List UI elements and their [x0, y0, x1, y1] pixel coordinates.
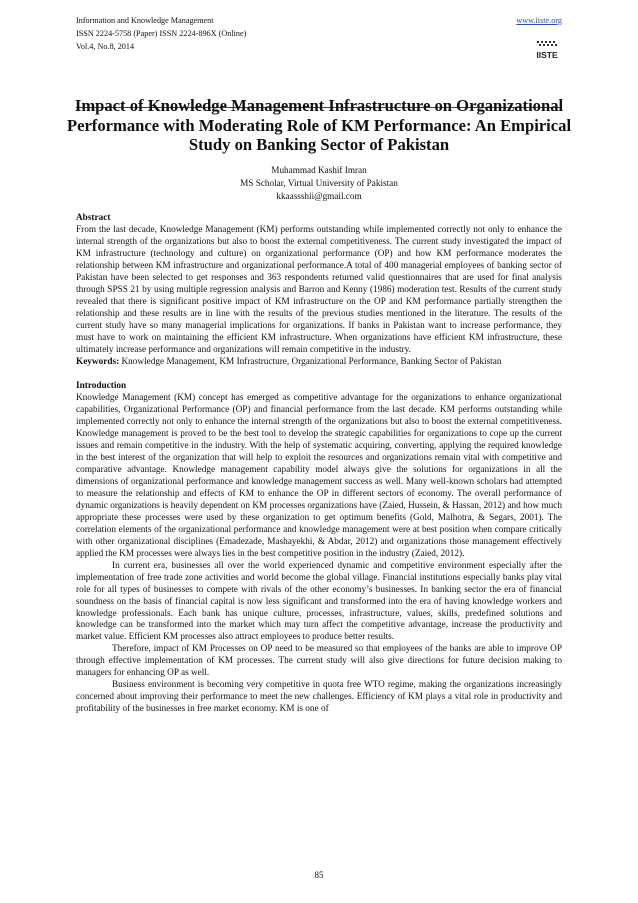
keywords-label: Keywords: [76, 356, 120, 367]
introduction-heading: Introduction [76, 380, 127, 391]
journal-name: Information and Knowledge Management [76, 16, 214, 25]
svg-text:IISTE: IISTE [536, 50, 558, 60]
issn-line: ISSN 2224-5758 (Paper) ISSN 2224-896X (Online) [76, 29, 247, 38]
journal-url-link[interactable]: www.iiste.org [516, 16, 562, 25]
keywords-line [76, 357, 562, 369]
journal-header [76, 14, 562, 104]
abstract-heading: Abstract [76, 213, 111, 223]
author-block [76, 164, 562, 204]
abstract-text: From the last decade, Knowledge Management (KM) performs outstanding while implemented correctly not only to enhance the internal strength of the organizations but also to boost the external competitiveness. The current study investigated the impact of KM infrastructure (technology and culture) on organizational performance (OP) and how KM performance moderates the relationship between KM infrastructure and organizational performance.A total of 400 managerial employees of banking sector of Pakistan have been selected to get responses and 363 respondents returned valid questionnaires that are used for final analysis through SPSS 21 by using multiple regression analysis and Barron and Kenny (1986) moderation test. Results of the current study revealed that there is significant positive impact of KM infrastructure on the OP and KM performance partially strengthen the relationship and these results are in line with the results of the previous studies mentioned in the literature. The results of the current study have so many managerial implications for organizations. If banks in Pakistan want to increase performance, they must have to work on maintaining the efficient KM infrastructure. When organizations have efficient KM infrastructure, these ultimately increase performance and organizations will remain competitive in the industry. [76, 224, 562, 355]
author-email: kkaassshii@gmail.com [276, 191, 362, 202]
paper-body [76, 213, 562, 716]
intro-paragraph: In current era, businesses all over the world experienced dynamic and competitive environment especially after the implementation of free trade zone activities and world become the global village. Financial institutions especially banks play vital role for all types of businesses to compete with rivals of the other economy’s businesses. In banking sector the era of financial soundness on the basis of financial capital is now less significant and transformed into the era of having knowledge workers and knowledge professionals. Each bank has unique culture, processes, infrastructure, values, skills, predefined solutions and knowledge can be transformed into the market which may turn affect the competitive advantage, increase the productivity and market value. Efficient KM processes also attract employees to produce better results. [76, 560, 562, 643]
paper-title: Impact of Knowledge Management Infrastructure on Organizational Performance with Moderating Role of KM Performance: An Empirical Study on Banking Sector of Pakistan [66, 96, 572, 155]
iiste-logo-icon [534, 40, 560, 62]
author-name: Muhammad Kashif Imran [271, 165, 367, 175]
author-affiliation: MS Scholar, Virtual University of Pakistan [240, 178, 398, 189]
intro-paragraph: Business environment is becoming very competitive in quota free WTO regime, making the organizations increasingly concerned about improving their performance to meet the new challenges. Efficiency of KM plays a vital role in productivity and profitability of the businesses in free market economy. KM is one of [76, 680, 562, 715]
volume-line: Vol.4, No.8, 2014 [76, 42, 135, 51]
keywords-text: Knowledge Management, KM Infrastructure, Organizational Performance, Banking Sector of Pakistan [121, 356, 502, 367]
intro-paragraph: Knowledge Management (KM) concept has emerged as competitive advantage for the organizations to enhance organizational capabilities, Organizational Performance (OP) and financial performance from the last decade. KM performs outstanding while implemented correctly not only to enhance the internal strength of the organizations but also to boost the external competitiveness. Knowledge management is proved to be the best tool to develop the strategic capabilities for organizations to cope up the current issues and remain competitive in the industry. With the help of systematic acquiring, converting, applying the required knowledge in the best interest of the organization that will help to exploit the resources and organizations remain vital with competitive and comparative advantage. Knowledge management capability model always give the solutions for organizations in all the dimensions of organizational performance and knowledge management success as well. Many well-known scholars had attempted to measure the relationship and effects of KM to enhance the OP in different sectors of economy. The overall performance of dynamic organizations is heavily dependent on KM processes organizations have (Zaied, Hussein, & Hassan, 2012) and how much appropriate these processes were used by these organization to get optimum benefits (Gold, Malhotra, & Segars, 2001). The correlation elements of the organizational performance and knowledge management were at best position when compare critically with other organizational disciplines (Emadezade, Mashayekhi, & Abdar, 2012) and organizations those management effectively applied the KM processes were always lies in the best competitive position in the industry (Zaied, 2012). [76, 392, 562, 559]
page-number: 85 [314, 870, 324, 880]
intro-paragraph: Therefore, impact of KM Processes on OP need to be measured so that employees of the banks are able to improve OP through effective implementation of KM processes. The current study will also give directions for future decision making to managers for enhancing OP as well. [76, 644, 562, 679]
